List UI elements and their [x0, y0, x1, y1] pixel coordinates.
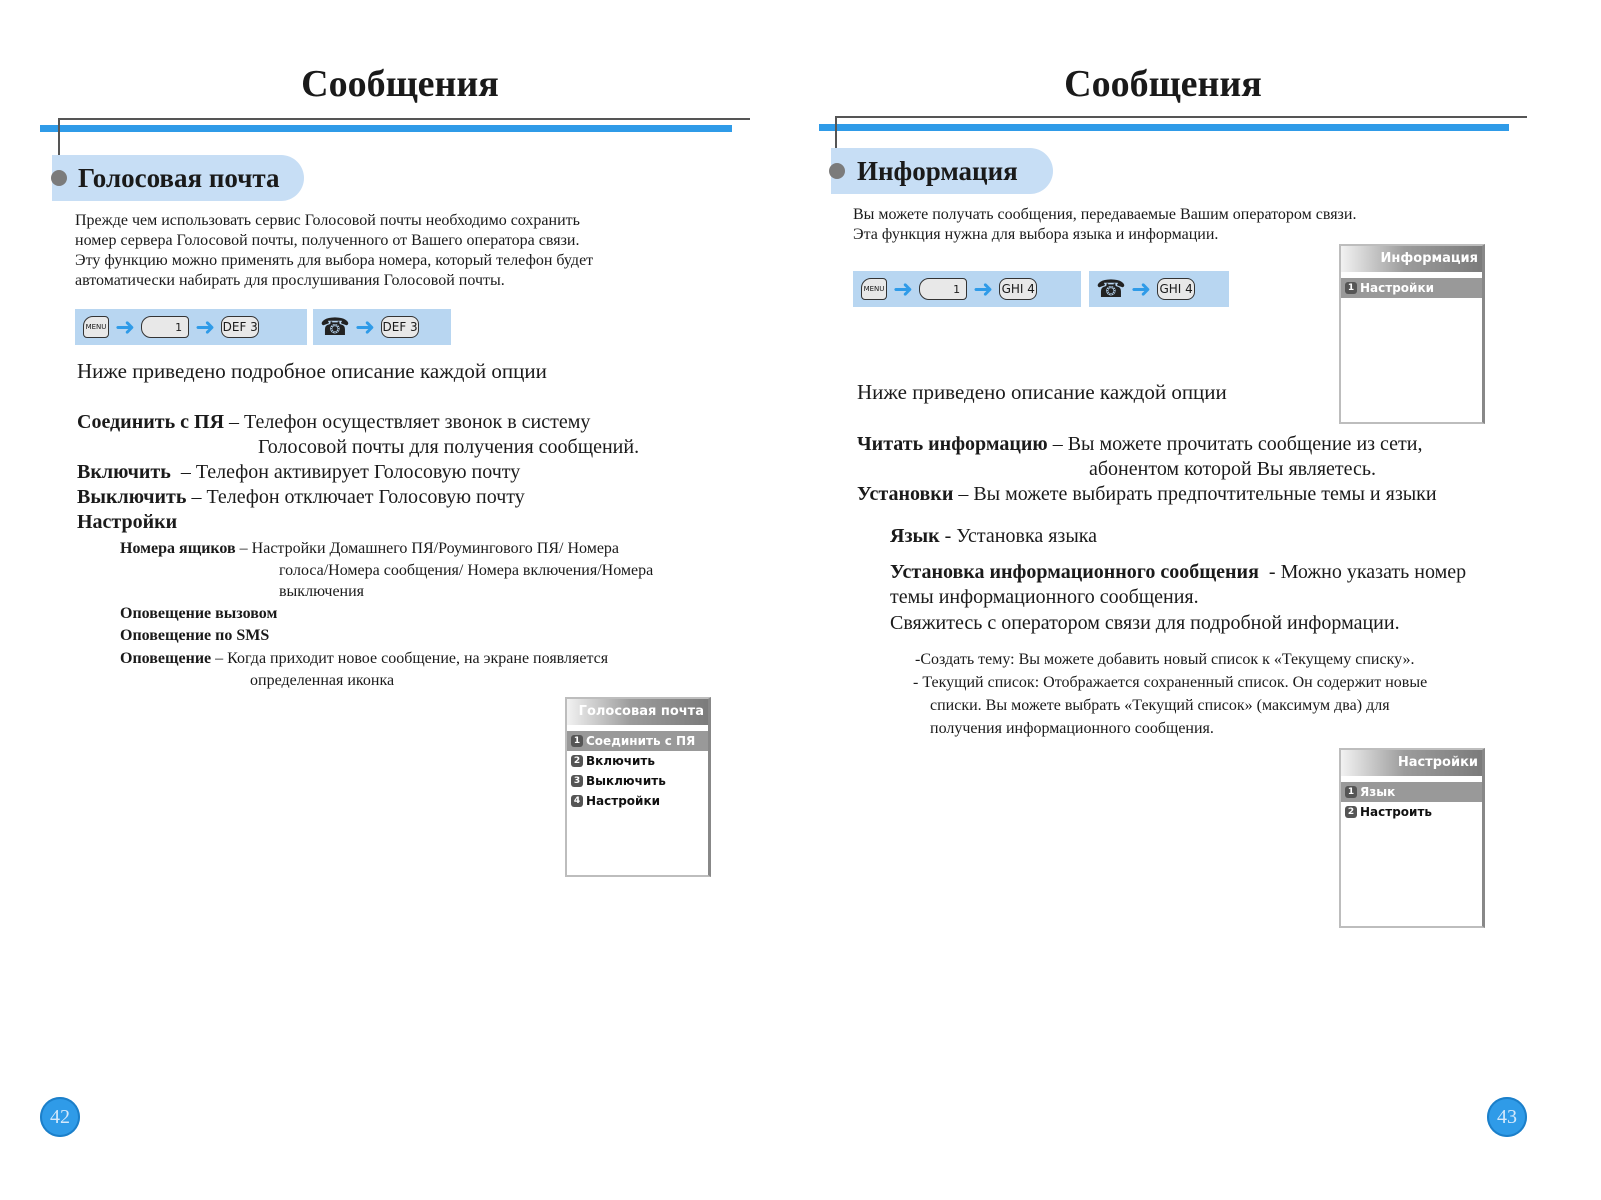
page-number: 43 [1487, 1097, 1527, 1137]
phone-screen-settings [1339, 748, 1485, 928]
phone-screen-info [1339, 244, 1485, 424]
screen-header: Голосовая почта [567, 699, 708, 725]
top-rule [835, 116, 1527, 118]
blue-rule [40, 125, 732, 132]
screen-header: Настройки [1341, 750, 1482, 776]
option-read-info: Читать информацию – Вы можете прочитать сообщение из сети, [857, 433, 1423, 455]
option-settings: Настройки [77, 511, 178, 533]
arrow-right-icon: ➜ [1131, 275, 1152, 303]
arrow-right-icon: ➜ [195, 313, 216, 341]
option-settings: Установки – Вы можете выбирать предпочтительные темы и языки [857, 483, 1437, 505]
screen-menu-item: 2 Включить [567, 751, 708, 771]
key-3-icon: DEF 3 [221, 316, 259, 338]
setting-language: Язык - Установка языка [890, 525, 1098, 547]
option-read-info-cont: абонентом которой Вы являетесь. [1089, 458, 1377, 480]
key-sequence [75, 309, 307, 345]
right-page [801, 0, 1601, 1200]
contact-operator-note: Свяжитесь с оператором связи для подробной информации. [890, 612, 1400, 634]
option-enable: Включить – Телефон активирует Голосовую почту [77, 461, 521, 483]
blue-rule [819, 124, 1509, 131]
setting-call-alert: Оповещение вызовом [120, 605, 278, 622]
screen-menu-item: 2 Настроить [1341, 802, 1482, 822]
setting-info-message: Установка информационного сообщения - Можно указать номер [890, 561, 1467, 583]
key-sequence [853, 271, 1081, 307]
section-heading [831, 148, 1053, 194]
key-3-icon: DEF 3 [381, 316, 419, 338]
arrow-right-icon: ➜ [115, 313, 136, 341]
section-heading [52, 155, 304, 201]
key-1-icon: 1 [919, 278, 967, 300]
arrow-right-icon: ➜ [973, 275, 994, 303]
arrow-right-icon: ➜ [893, 275, 914, 303]
options-description: Ниже приведено описание каждой опции [857, 380, 1227, 404]
phone-screen-voicemail [565, 697, 711, 877]
section-bullet [51, 170, 67, 186]
page-number: 42 [40, 1097, 80, 1137]
section-title: Голосовая почта [78, 163, 280, 193]
setting-alert: Оповещение – Когда приходит новое сообщение, на экране появляется [120, 650, 609, 667]
key-4-icon: GHI 4 [1157, 278, 1195, 300]
page-title: Сообщения [301, 63, 499, 105]
options-description: Ниже приведено подробное описание каждой опции [77, 359, 547, 383]
screen-menu-item: 1 Язык [1341, 782, 1482, 802]
arrow-right-icon: ➜ [355, 313, 376, 341]
intro-text: Прежде чем использовать сервис Голосовой почты необходимо сохранить номер сервера Голосовой почты, полученного от Вашего оператора связи. Эту функцию можно применять для выбора номера, который телефон будет автоматически набирать для прослушивания Голосовой почты. [75, 212, 594, 289]
bullet-current-list-cont: списки. Вы можете выбрать «Текущий список» (максимум два) для [930, 697, 1390, 714]
option-connect: Соединить с ПЯ – Телефон осуществляет звонок в систему [77, 411, 591, 433]
setting-mailbox-numbers-cont2: выключения [279, 583, 365, 600]
key-4-icon: GHI 4 [999, 278, 1037, 300]
setting-info-message-cont: темы информационного сообщения. [890, 586, 1199, 608]
screen-menu-item: 3 Выключить [567, 771, 708, 791]
page-title: Сообщения [1064, 63, 1262, 105]
intro-text: Вы можете получать сообщения, передаваемые Вашим оператором связи. Эта функция нужна для выбора языка и информации. [853, 206, 1357, 243]
option-connect-cont: Голосовой почты для получения сообщений. [258, 436, 640, 458]
key-sequence-alt [313, 309, 451, 345]
menu-key-icon: MENU [83, 316, 109, 338]
voicemail-phone-icon: ☎ [320, 313, 350, 341]
bullet-current-list: - Текущий список: Отображается сохраненный список. Он содержит новые [913, 674, 1428, 691]
screen-header: Информация [1341, 246, 1482, 272]
voicemail-phone-icon: ☎ [1096, 275, 1126, 303]
setting-mailbox-numbers-cont: голоса/Номера сообщения/ Номера включения/Номера [279, 562, 654, 579]
screen-menu-item: 4 Настройки [567, 791, 708, 811]
left-page [0, 0, 800, 1200]
option-disable: Выключить – Телефон отключает Голосовую почту [77, 486, 525, 508]
section-bullet [829, 163, 845, 179]
bullet-current-list-cont2: получения информационного сообщения. [930, 720, 1214, 737]
section-title: Информация [857, 156, 1018, 186]
bullet-create-topic: -Создать тему: Вы можете добавить новый список к «Текущему списку». [915, 651, 1415, 668]
top-rule [58, 118, 750, 120]
key-1-icon: 1 [141, 316, 189, 338]
key-sequence-alt [1089, 271, 1229, 307]
setting-mailbox-numbers: Номера ящиков – Настройки Домашнего ПЯ/Роумингового ПЯ/ Номера [120, 540, 620, 557]
setting-alert-cont: определенная иконка [250, 672, 395, 689]
screen-menu-item: 1 Соединить с ПЯ [567, 731, 708, 751]
screen-menu-item: 1 Настройки [1341, 278, 1482, 298]
menu-key-icon: MENU [861, 278, 887, 300]
setting-sms-alert: Оповещение по SMS [120, 627, 270, 644]
